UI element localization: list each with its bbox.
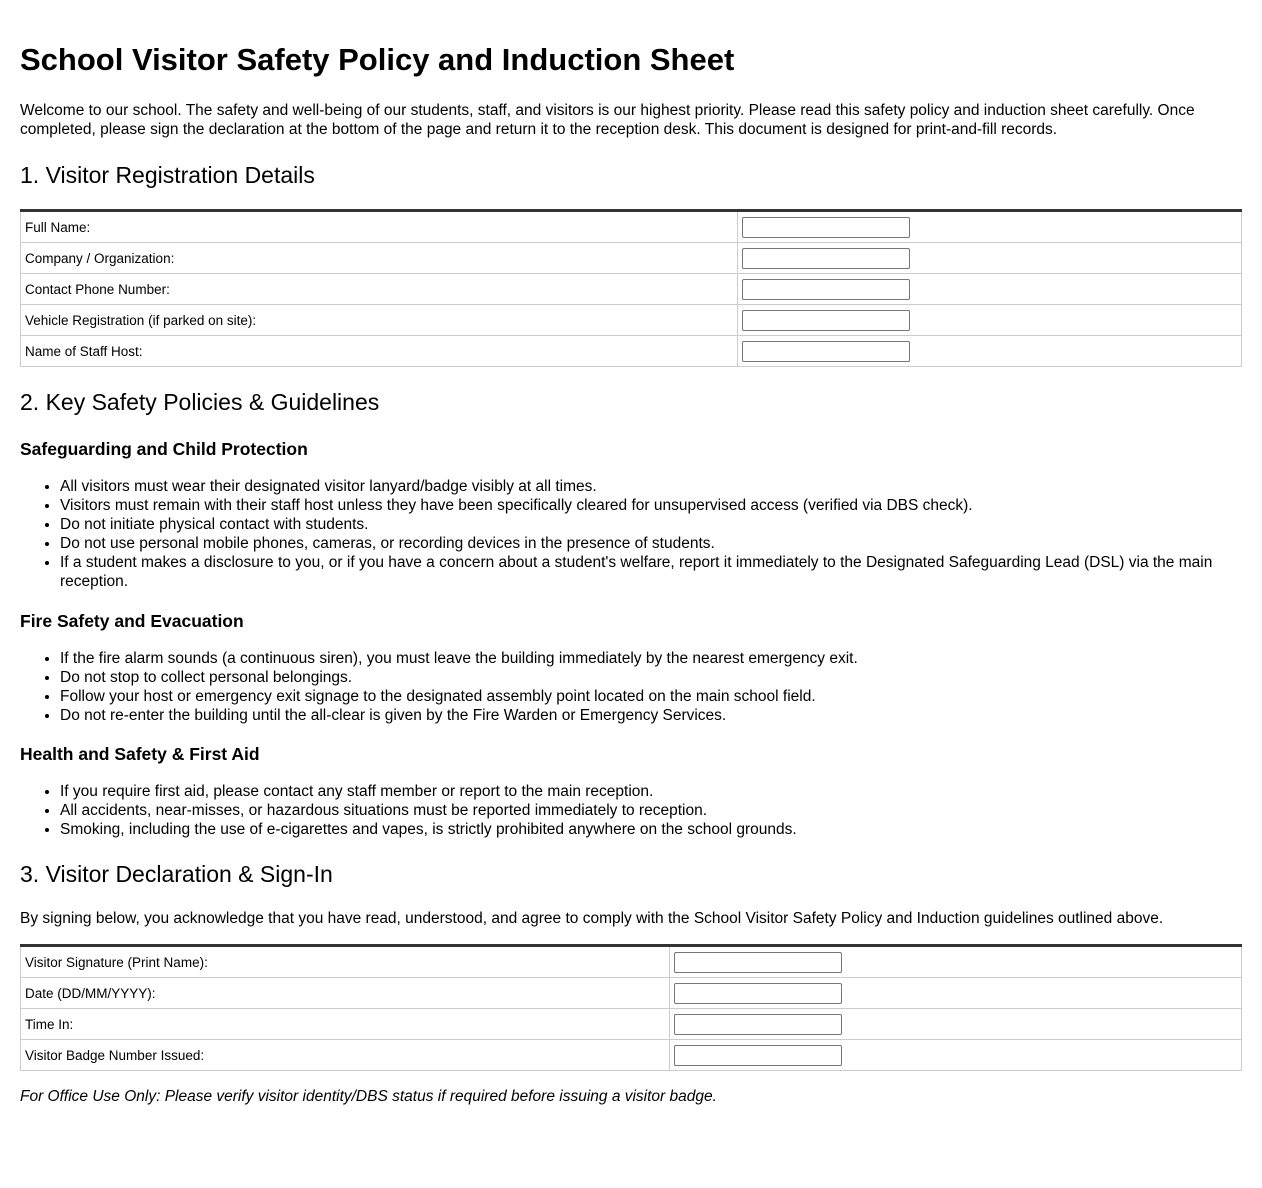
time-in-label: Time In: [21, 1009, 670, 1040]
table-row [21, 1009, 1242, 1040]
phone-input[interactable] [742, 279, 910, 300]
page-title: School Visitor Safety Policy and Induction Sheet [20, 42, 735, 77]
full-name-label: Full Name: [21, 211, 738, 243]
company-label: Company / Organization: [21, 243, 738, 274]
company-input[interactable] [742, 248, 910, 269]
date-label: Date (DD/MM/YYYY): [21, 978, 670, 1009]
list-item: • If the fire alarm sounds (a continuous siren), you must leave the building immediately by the nearest emergency exit. [60, 649, 1242, 668]
list-item: • Smoking, including the use of e-cigarettes and vapes, is strictly prohibited anywhere on the school grounds. [60, 820, 1242, 839]
table-row [21, 211, 1242, 243]
list-item: • Do not use personal mobile phones, cameras, or recording devices in the presence of students. [60, 534, 1242, 553]
list-item: • Follow your host or emergency exit signage to the designated assembly point located on the main school field. [60, 687, 1242, 706]
table-row [21, 946, 1242, 978]
section-declaration-heading: 3. Visitor Declaration & Sign-In [20, 861, 333, 887]
visitor-signature-label: Visitor Signature (Print Name): [21, 946, 670, 978]
list-item: • If a student makes a disclosure to you, or if you have a concern about a student's welfare, report it immediately to the Designated Safeguarding Lead (DSL) via the main reception. [60, 553, 1242, 591]
health-safety-list [20, 782, 1242, 839]
vehicle-registration-label: Vehicle Registration (if parked on site): [21, 305, 738, 336]
list-item: • All visitors must wear their designated visitor lanyard/badge visibly at all times. [60, 477, 1242, 496]
full-name-input[interactable] [742, 217, 910, 238]
visitor-signature-input[interactable] [674, 952, 842, 973]
list-item: • Do not initiate physical contact with students. [60, 515, 1242, 534]
safeguarding-heading: Safeguarding and Child Protection [20, 439, 308, 459]
time-in-input[interactable] [674, 1014, 842, 1035]
list-item: • Do not re-enter the building until the all-clear is given by the Fire Warden or Emergency Services. [60, 706, 1242, 725]
phone-label: Contact Phone Number: [21, 274, 738, 305]
office-use-note: For Office Use Only: Please verify visitor identity/DBS status if required before issuing a visitor badge. [20, 1088, 717, 1105]
fire-safety-list [20, 649, 1242, 725]
list-item: • Do not stop to collect personal belongings. [60, 668, 1242, 687]
registration-table [20, 209, 1242, 367]
section-registration-heading: 1. Visitor Registration Details [20, 162, 315, 188]
staff-host-input[interactable] [742, 341, 910, 362]
health-safety-heading: Health and Safety & First Aid [20, 744, 260, 764]
declaration-paragraph: By signing below, you acknowledge that you have read, understood, and agree to comply with the School Visitor Safety Policy and Induction guidelines outlined above. [20, 910, 1164, 927]
safeguarding-list [20, 477, 1242, 591]
table-row [21, 336, 1242, 367]
declaration-table [20, 944, 1242, 1071]
document-page [0, 42, 1262, 1106]
fire-safety-heading: Fire Safety and Evacuation [20, 611, 244, 631]
intro-paragraph: Welcome to our school. The safety and well-being of our students, staff, and visitors is our highest priority. Please read this safety policy and induction sheet carefully. Once completed, please sign the declaration at the bottom of the page and return it to the reception desk. This document is designed for print-and-fill records. [20, 102, 1195, 138]
table-row [21, 978, 1242, 1009]
table-row [21, 243, 1242, 274]
badge-number-input[interactable] [674, 1045, 842, 1066]
date-input[interactable] [674, 983, 842, 1004]
list-item: • Visitors must remain with their staff host unless they have been specifically cleared for unsupervised access (verified via DBS check). [60, 496, 1242, 515]
table-row [21, 305, 1242, 336]
list-item: • If you require first aid, please contact any staff member or report to the main reception. [60, 782, 1242, 801]
list-item: • All accidents, near-misses, or hazardous situations must be reported immediately to reception. [60, 801, 1242, 820]
staff-host-label: Name of Staff Host: [21, 336, 738, 367]
table-row [21, 274, 1242, 305]
vehicle-registration-input[interactable] [742, 310, 910, 331]
badge-number-label: Visitor Badge Number Issued: [21, 1040, 670, 1071]
table-row [21, 1040, 1242, 1071]
section-policies-heading: 2. Key Safety Policies & Guidelines [20, 389, 380, 415]
